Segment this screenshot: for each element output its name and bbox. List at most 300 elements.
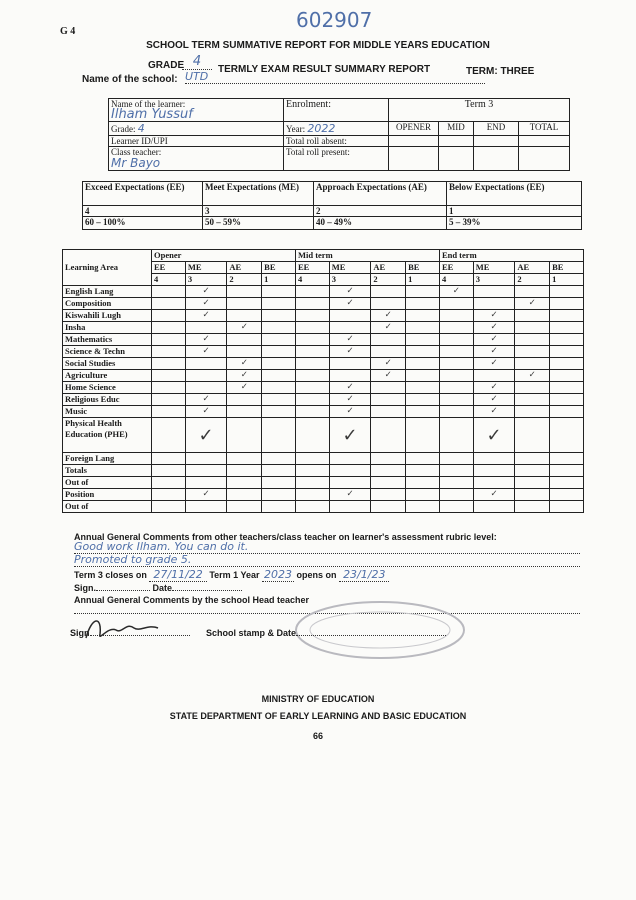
period-opener-header: Opener — [152, 250, 296, 262]
stamp-date-line — [296, 635, 446, 636]
result-cell — [371, 298, 406, 310]
result-cell — [515, 501, 550, 513]
result-cell — [295, 465, 329, 477]
result-cell — [262, 477, 296, 489]
result-cell — [406, 477, 440, 489]
absent-mid-cell — [439, 136, 474, 147]
result-cell — [550, 382, 584, 394]
col-total: TOTAL — [519, 122, 570, 136]
class-teacher-cell — [109, 147, 284, 171]
result-cell — [227, 406, 262, 418]
table-row — [63, 418, 584, 453]
level-col-abbr: AE — [227, 262, 262, 274]
result-cell: ✓ — [473, 334, 515, 346]
result-cell — [550, 501, 584, 513]
result-cell: ✓ — [473, 382, 515, 394]
ministry-heading: MINISTRY OF EDUCATION — [261, 694, 375, 704]
sign2-label: Sign — [70, 628, 90, 638]
stamp-label: School stamp & Date — [206, 628, 297, 638]
learning-area-name: Position — [63, 489, 152, 501]
result-cell — [473, 286, 515, 298]
result-cell — [262, 382, 296, 394]
result-cell: ✓ — [473, 418, 515, 453]
table-row — [63, 406, 584, 418]
level-ae-range: 40 – 49% — [314, 217, 447, 230]
table-row — [63, 489, 584, 501]
learning-area-name: Insha — [63, 322, 152, 334]
result-cell: ✓ — [371, 370, 406, 382]
present-total-cell — [519, 147, 570, 171]
result-cell — [227, 298, 262, 310]
result-cell: ✓ — [473, 489, 515, 501]
result-cell — [550, 346, 584, 358]
level-col-abbr: ME — [185, 262, 227, 274]
result-cell — [262, 418, 296, 453]
result-cell — [295, 477, 329, 489]
result-cell: ✓ — [227, 358, 262, 370]
result-cell — [515, 453, 550, 465]
closes-label: Term 3 closes on — [74, 570, 147, 580]
result-cell: ✓ — [185, 418, 227, 453]
result-cell — [262, 465, 296, 477]
result-cell: ✓ — [185, 346, 227, 358]
result-cell — [262, 334, 296, 346]
result-cell: ✓ — [329, 418, 371, 453]
result-cell: ✓ — [371, 310, 406, 322]
roll-absent-label: Total roll absent: — [284, 136, 389, 147]
result-cell — [406, 453, 440, 465]
learning-area-name: Social Studies — [63, 358, 152, 370]
result-cell: ✓ — [185, 334, 227, 346]
head-signature-image — [78, 612, 178, 646]
learning-area-name: Religious Educ — [63, 394, 152, 406]
result-cell: ✓ — [329, 334, 371, 346]
result-cell — [406, 382, 440, 394]
result-cell — [295, 382, 329, 394]
learner-info-table — [108, 98, 570, 171]
result-cell — [439, 358, 473, 370]
result-cell — [515, 322, 550, 334]
school-label: Name of the school: — [82, 74, 178, 85]
result-cell — [295, 501, 329, 513]
learning-area-name: Physical Health Education (PHE) — [63, 418, 152, 453]
result-cell — [185, 382, 227, 394]
result-cell — [227, 465, 262, 477]
result-cell — [295, 346, 329, 358]
table-row — [63, 477, 584, 489]
result-cell — [152, 501, 186, 513]
result-cell — [185, 370, 227, 382]
teacher-comments-label: Annual General Comments from other teachers/class teacher on learner's assessment rubric level: — [74, 532, 497, 542]
page-code: G 4 — [60, 26, 76, 37]
result-cell — [439, 382, 473, 394]
result-cell — [262, 346, 296, 358]
sign-date-line — [74, 583, 242, 593]
result-cell — [227, 489, 262, 501]
result-cell — [295, 406, 329, 418]
result-cell — [406, 394, 440, 406]
result-cell — [152, 465, 186, 477]
handwritten-number: 602907 — [296, 8, 373, 32]
result-cell: ✓ — [371, 358, 406, 370]
result-cell — [295, 298, 329, 310]
level-me-range: 50 – 59% — [203, 217, 314, 230]
level-col-num: 4 — [152, 274, 186, 286]
learning-area-name: Composition — [63, 298, 152, 310]
level-col-num: 2 — [371, 274, 406, 286]
result-cell — [262, 394, 296, 406]
result-cell — [295, 322, 329, 334]
result-cell — [550, 394, 584, 406]
learning-area-name: Music — [63, 406, 152, 418]
result-cell — [406, 298, 440, 310]
result-cell — [262, 501, 296, 513]
report-title: TERMLY EXAM RESULT SUMMARY REPORT — [218, 64, 431, 75]
result-cell: ✓ — [473, 310, 515, 322]
result-cell — [406, 310, 440, 322]
present-mid-cell — [439, 147, 474, 171]
result-cell — [262, 286, 296, 298]
learning-area-name: Science & Techn — [63, 346, 152, 358]
result-cell — [371, 346, 406, 358]
result-cell — [515, 310, 550, 322]
level-be-name: Below Expectations (EE) — [447, 182, 582, 206]
result-cell: ✓ — [473, 394, 515, 406]
learning-area-name: Kiswahili Lugh — [63, 310, 152, 322]
result-cell — [439, 477, 473, 489]
result-cell — [329, 310, 371, 322]
term-dates-line — [74, 568, 389, 581]
result-cell — [295, 394, 329, 406]
level-col-abbr: BE — [550, 262, 584, 274]
level-col-num: 1 — [262, 274, 296, 286]
result-cell — [550, 406, 584, 418]
result-cell — [550, 286, 584, 298]
grade-label: GRADE — [148, 60, 185, 71]
period-mid-header: Mid term — [295, 250, 439, 262]
result-cell — [262, 358, 296, 370]
opens-label: opens on — [296, 570, 337, 580]
result-cell — [329, 501, 371, 513]
term1-value: 2023 — [264, 568, 293, 581]
result-cell — [152, 298, 186, 310]
result-cell — [152, 453, 186, 465]
absent-opener-cell — [389, 136, 439, 147]
result-cell — [515, 489, 550, 501]
level-col-num: 1 — [406, 274, 440, 286]
result-cell — [152, 382, 186, 394]
result-cell — [152, 418, 186, 453]
level-ee-name: Exceed Expectations (EE) — [83, 182, 203, 206]
term-label: TERM: THREE — [466, 66, 535, 77]
levels-table — [82, 181, 582, 230]
result-cell: ✓ — [227, 382, 262, 394]
learning-area-name: Foreign Lang — [63, 453, 152, 465]
result-cell — [262, 310, 296, 322]
result-cell — [371, 382, 406, 394]
result-cell — [439, 298, 473, 310]
result-cell — [406, 286, 440, 298]
result-cell — [406, 358, 440, 370]
result-cell: ✓ — [329, 346, 371, 358]
results-table — [62, 249, 584, 513]
result-cell — [329, 453, 371, 465]
result-cell — [550, 489, 584, 501]
result-cell: ✓ — [227, 370, 262, 382]
result-cell — [515, 358, 550, 370]
grade-value: 4 — [182, 54, 212, 70]
table-row — [63, 358, 584, 370]
level-ee-code: 4 — [83, 206, 203, 217]
result-cell — [152, 322, 186, 334]
result-cell — [227, 310, 262, 322]
result-cell: ✓ — [185, 286, 227, 298]
result-cell — [185, 453, 227, 465]
result-cell — [295, 453, 329, 465]
learning-area-name: Out of — [63, 477, 152, 489]
result-cell — [406, 406, 440, 418]
result-cell — [295, 286, 329, 298]
opens-value: 23/1/23 — [339, 568, 389, 582]
level-col-abbr: BE — [406, 262, 440, 274]
result-cell: ✓ — [185, 406, 227, 418]
result-cell — [515, 418, 550, 453]
learning-area-name: Totals — [63, 465, 152, 477]
result-cell — [439, 334, 473, 346]
result-cell — [515, 465, 550, 477]
result-cell — [473, 298, 515, 310]
result-cell — [515, 477, 550, 489]
level-col-num: 2 — [227, 274, 262, 286]
result-cell — [473, 501, 515, 513]
sign-line — [96, 590, 150, 591]
result-cell — [550, 358, 584, 370]
result-cell — [185, 322, 227, 334]
present-opener-cell — [389, 147, 439, 171]
result-cell — [185, 501, 227, 513]
level-col-abbr: ME — [329, 262, 371, 274]
result-cell — [550, 334, 584, 346]
table-row — [63, 346, 584, 358]
result-cell — [439, 406, 473, 418]
enrolment-label: Enrolment: — [284, 99, 389, 122]
col-opener: OPENER — [389, 122, 439, 136]
result-cell — [152, 370, 186, 382]
level-col-abbr: EE — [295, 262, 329, 274]
head-comments-label: Annual General Comments by the school Head teacher — [74, 595, 310, 605]
table-row — [63, 501, 584, 513]
table-row — [63, 298, 584, 310]
result-cell — [227, 346, 262, 358]
result-cell: ✓ — [371, 322, 406, 334]
result-cell — [515, 346, 550, 358]
result-cell — [550, 322, 584, 334]
result-cell — [295, 358, 329, 370]
learning-area-name: Mathematics — [63, 334, 152, 346]
level-ee-range: 60 – 100% — [83, 217, 203, 230]
absent-total-cell — [519, 136, 570, 147]
result-cell — [262, 370, 296, 382]
level-col-num: 2 — [515, 274, 550, 286]
level-be-code: 1 — [447, 206, 582, 217]
result-cell: ✓ — [185, 310, 227, 322]
result-cell — [152, 310, 186, 322]
result-cell — [515, 286, 550, 298]
result-cell: ✓ — [185, 489, 227, 501]
result-cell — [152, 358, 186, 370]
learning-area-name: Out of — [63, 501, 152, 513]
term1-label: Term 1 Year — [209, 570, 260, 580]
result-cell — [371, 477, 406, 489]
level-col-abbr: EE — [152, 262, 186, 274]
absent-end-cell — [474, 136, 519, 147]
result-cell — [371, 418, 406, 453]
result-cell — [439, 489, 473, 501]
result-cell — [227, 394, 262, 406]
result-cell — [329, 358, 371, 370]
table-row — [63, 382, 584, 394]
result-cell — [406, 346, 440, 358]
result-cell — [295, 418, 329, 453]
result-cell — [406, 501, 440, 513]
result-cell — [515, 406, 550, 418]
result-cell: ✓ — [515, 370, 550, 382]
result-cell — [550, 298, 584, 310]
level-col-num: 3 — [329, 274, 371, 286]
date-line — [172, 590, 242, 591]
level-col-abbr: AE — [515, 262, 550, 274]
result-cell — [406, 489, 440, 501]
result-cell: ✓ — [227, 322, 262, 334]
result-cell — [550, 418, 584, 453]
sign-label: Sign. — [74, 583, 96, 593]
signature-stroke — [86, 621, 158, 638]
year-label: Year: — [286, 124, 306, 134]
result-cell: ✓ — [185, 298, 227, 310]
col-end: END — [474, 122, 519, 136]
result-cell — [295, 310, 329, 322]
result-cell: ✓ — [473, 322, 515, 334]
result-cell — [439, 322, 473, 334]
result-cell — [371, 406, 406, 418]
date-label: Date — [152, 583, 173, 593]
result-cell — [550, 370, 584, 382]
learning-area-header: Learning Area — [63, 250, 152, 286]
result-cell: ✓ — [329, 489, 371, 501]
result-cell — [227, 418, 262, 453]
result-cell — [262, 489, 296, 501]
result-cell — [371, 465, 406, 477]
result-cell — [439, 370, 473, 382]
result-cell — [406, 370, 440, 382]
result-cell — [550, 477, 584, 489]
closes-value: 27/11/22 — [149, 568, 206, 582]
result-cell — [406, 322, 440, 334]
result-cell — [227, 477, 262, 489]
result-cell: ✓ — [473, 346, 515, 358]
result-cell — [550, 310, 584, 322]
table-row — [63, 286, 584, 298]
result-cell — [473, 370, 515, 382]
class-teacher-label: Class teacher: — [111, 147, 162, 157]
result-cell — [515, 394, 550, 406]
table-row — [63, 322, 584, 334]
result-cell — [262, 406, 296, 418]
result-cell: ✓ — [329, 394, 371, 406]
page-title: SCHOOL TERM SUMMATIVE REPORT FOR MIDDLE YEARS EDUCATION — [146, 40, 490, 51]
result-cell — [152, 406, 186, 418]
present-end-cell — [474, 147, 519, 171]
result-cell — [406, 334, 440, 346]
result-cell — [406, 465, 440, 477]
level-ae-code: 2 — [314, 206, 447, 217]
result-cell: ✓ — [473, 358, 515, 370]
learner-name-label: Name of the learner: — [111, 99, 186, 109]
result-cell — [329, 370, 371, 382]
level-be-range: 5 – 39% — [447, 217, 582, 230]
result-cell — [152, 477, 186, 489]
level-ae-name: Approach Expectations (AE) — [314, 182, 447, 206]
level-me-name: Meet Expectations (ME) — [203, 182, 314, 206]
teacher-comment-line-2: Promoted to grade 5. — [74, 553, 580, 567]
result-cell — [227, 286, 262, 298]
result-cell — [329, 322, 371, 334]
result-cell: ✓ — [185, 394, 227, 406]
result-cell — [329, 477, 371, 489]
learner-name-cell — [109, 99, 284, 122]
result-cell — [439, 346, 473, 358]
level-col-num: 3 — [185, 274, 227, 286]
result-cell: ✓ — [473, 406, 515, 418]
result-cell — [473, 453, 515, 465]
result-cell: ✓ — [329, 382, 371, 394]
result-cell — [371, 453, 406, 465]
learner-grade-label: Grade: — [111, 124, 136, 134]
result-cell — [371, 501, 406, 513]
result-cell — [227, 453, 262, 465]
result-cell — [152, 334, 186, 346]
level-col-abbr: BE — [262, 262, 296, 274]
result-cell: ✓ — [439, 286, 473, 298]
result-cell — [185, 465, 227, 477]
result-cell — [152, 489, 186, 501]
teacher-comment-line-1: Good work Ilham. You can do it. — [74, 540, 580, 554]
learner-grade-value: 4 — [137, 122, 145, 135]
result-cell — [439, 465, 473, 477]
page-number: 66 — [312, 731, 323, 741]
learner-name-value: Ilham Yussuf — [111, 107, 193, 122]
result-cell — [515, 382, 550, 394]
level-col-num: 4 — [295, 274, 329, 286]
result-cell — [473, 465, 515, 477]
learner-grade-cell — [109, 122, 284, 136]
table-row — [63, 394, 584, 406]
result-cell: ✓ — [329, 298, 371, 310]
table-row — [63, 453, 584, 465]
result-cell — [439, 310, 473, 322]
learning-area-name: Home Science — [63, 382, 152, 394]
result-cell — [371, 334, 406, 346]
level-col-abbr: AE — [371, 262, 406, 274]
result-cell — [152, 286, 186, 298]
learning-area-name: English Lang — [63, 286, 152, 298]
result-cell — [371, 489, 406, 501]
department-heading: STATE DEPARTMENT OF EARLY LEARNING AND BASIC EDUCATION — [169, 711, 467, 721]
result-cell: ✓ — [515, 298, 550, 310]
result-cell — [295, 489, 329, 501]
result-cell — [515, 334, 550, 346]
result-cell — [227, 501, 262, 513]
